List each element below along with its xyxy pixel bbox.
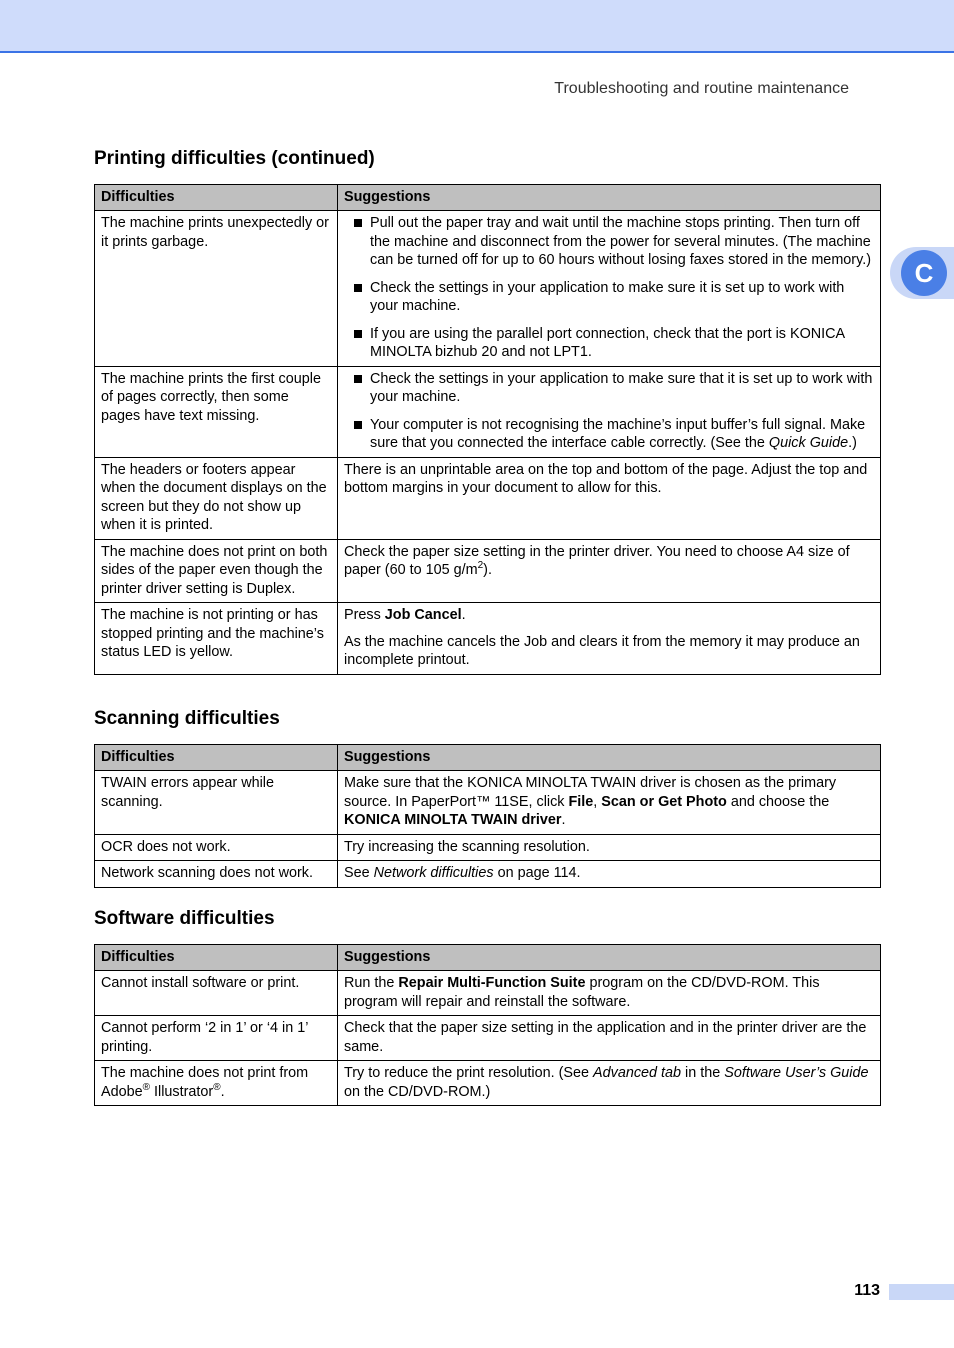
difficulty-text: .: [220, 1083, 225, 1100]
difficulty-cell: Network scanning does not work.: [95, 861, 338, 888]
advanced-tab-reference: Advanced tab: [593, 1065, 682, 1081]
table-row: [95, 861, 881, 888]
square-bullet-icon: [354, 421, 362, 429]
suggestion-text: Check the paper size setting in the printer driver. You need to choose A4 size of paper (60 to 105 g/m: [344, 543, 850, 578]
column-header-difficulties: Difficulties: [95, 945, 338, 971]
column-header-suggestions: Suggestions: [338, 745, 881, 771]
list-item-text: Check the settings in your application to make sure that it is set up to work with your machine.: [370, 370, 873, 405]
list-item: [344, 325, 874, 362]
table-header-row: [95, 185, 881, 211]
scan-or-get-photo-label: Scan or Get Photo: [601, 793, 727, 810]
suggestion-cell: [338, 211, 881, 367]
column-header-suggestions: Suggestions: [338, 945, 881, 971]
suggestion-cell: [338, 366, 881, 457]
difficulty-cell: The headers or footers appear when the document displays on the screen but they do not show up when it is printed.: [95, 457, 338, 539]
suggestion-text: Press: [344, 607, 385, 623]
suggestion-text: Make sure that the KONICA MINOLTA TWAIN driver is chosen as the primary source. In PaperPort™ 11SE, click: [344, 775, 837, 810]
table-row: [95, 971, 881, 1016]
square-bullet-icon: [354, 330, 362, 338]
suggestion-paragraph: As the machine cancels the Job and clears it from the memory it may produce an incomplete printout.: [344, 633, 860, 668]
registered-mark: ®: [213, 1081, 221, 1093]
header-band: [0, 0, 954, 53]
table-row: [95, 539, 881, 603]
suggestion-text: .: [561, 812, 566, 828]
suggestion-text: ).: [483, 562, 492, 578]
table-row: [95, 771, 881, 835]
file-menu-label: File: [568, 793, 594, 810]
suggestion-text: on page 114.: [493, 865, 581, 881]
difficulty-cell: The machine prints unexpectedly or it prints garbage.: [95, 211, 338, 367]
difficulty-cell: OCR does not work.: [95, 834, 338, 861]
difficulty-cell: TWAIN errors appear while scanning.: [95, 771, 338, 835]
suggestion-cell: [338, 1061, 881, 1106]
chapter-tab: [890, 247, 954, 299]
printing-section-title: Printing difficulties (continued): [94, 148, 375, 169]
difficulty-cell: The machine prints the first couple of pages correctly, then some pages have text missing.: [95, 366, 338, 457]
chapter-tab-letter: C: [901, 250, 947, 296]
list-item: [344, 370, 874, 407]
difficulty-cell: Cannot perform ‘2 in 1’ or ‘4 in 1’ printing.: [95, 1016, 338, 1061]
list-item-text: If you are using the parallel port connection, check that the port is KONICA MINOLTA bizhub 20 and not LPT1.: [370, 325, 845, 360]
suggestion-cell: Check that the paper size setting in the application and in the printer driver are the same.: [338, 1016, 881, 1061]
table-row: [95, 457, 881, 539]
suggestion-text: ,: [593, 793, 602, 810]
suggestion-text: Run the: [344, 975, 399, 991]
difficulty-cell: Cannot install software or print.: [95, 971, 338, 1016]
software-section-title: Software difficulties: [94, 908, 275, 929]
job-cancel-key-label: Job Cancel: [384, 607, 462, 623]
square-bullet-icon: [354, 284, 362, 292]
list-item-text: Pull out the paper tray and wait until the machine stops printing. Then turn off the machine and disconnect from the power for several minutes. (The machine can be turned off for up to 60 hours without losing faxes stored in the memory.): [370, 215, 872, 268]
suggestion-cell: [338, 971, 881, 1016]
table-header-row: [95, 945, 881, 971]
list-item-text: Check the settings in your application to make sure it is set up to work with your machine.: [370, 279, 845, 314]
quick-guide-reference: Quick Guide: [768, 435, 849, 451]
scanning-section-title: Scanning difficulties: [94, 708, 280, 729]
suggestion-cell: [338, 771, 881, 835]
suggestion-cell: [338, 861, 881, 888]
repair-suite-label: Repair Multi-Function Suite: [398, 975, 586, 991]
list-item: [344, 279, 874, 316]
table-row: [95, 211, 881, 367]
difficulty-cell: The machine does not print on both sides of the paper even though the printer driver setting is Duplex.: [95, 539, 338, 603]
column-header-difficulties: Difficulties: [95, 745, 338, 771]
software-users-guide-reference: Software User’s Guide: [724, 1065, 869, 1081]
registered-mark: ®: [142, 1081, 150, 1093]
list-item-text: Your computer is not recognising the machine’s input buffer’s full signal. Make sure that you connected the interface cable correctly. (See the: [370, 416, 866, 451]
superscript: 2: [477, 560, 484, 572]
page-number: 113: [854, 1282, 880, 1299]
table-row: [95, 366, 881, 457]
table-row: [95, 1016, 881, 1061]
suggestion-list: [344, 370, 874, 453]
column-header-suggestions: Suggestions: [338, 185, 881, 211]
twain-driver-label: KONICA MINOLTA TWAIN driver: [344, 812, 562, 828]
list-item-text: .): [848, 435, 857, 451]
column-header-difficulties: Difficulties: [95, 185, 338, 211]
table-header-row: [95, 745, 881, 771]
suggestion-paragraph: [344, 606, 874, 625]
suggestion-text: program on the CD/DVD-ROM. This program will repair and reinstall the software.: [344, 975, 820, 1010]
suggestion-text: Try to reduce the print resolution. (See: [344, 1065, 594, 1081]
suggestion-cell: There is an unprintable area on the top and bottom of the page. Adjust the top and bottom margins in your document to allow for this.: [338, 457, 881, 539]
difficulty-text: Illustrator: [150, 1083, 214, 1100]
table-row: [95, 834, 881, 861]
scanning-table: [94, 744, 881, 888]
running-head: Troubleshooting and routine maintenance: [554, 80, 849, 97]
suggestion-text: and choose the: [726, 793, 830, 810]
software-table: [94, 944, 881, 1106]
difficulty-cell: The machine is not printing or has stopped printing and the machine’s status LED is yellow.: [95, 603, 338, 675]
suggestion-cell: [338, 603, 881, 675]
list-item: [344, 214, 874, 270]
suggestion-text: See: [344, 865, 374, 881]
square-bullet-icon: [354, 375, 362, 383]
square-bullet-icon: [354, 219, 362, 227]
table-row: [95, 1061, 881, 1106]
difficulty-cell: [95, 1061, 338, 1106]
difficulty-text: The machine does not print from Adobe: [101, 1065, 309, 1100]
table-row: [95, 603, 881, 675]
list-item: [344, 416, 874, 453]
suggestion-text: on the CD/DVD-ROM.): [344, 1083, 491, 1100]
suggestion-cell: [338, 539, 881, 603]
suggestion-cell: Try increasing the scanning resolution.: [338, 834, 881, 861]
suggestion-text: .: [461, 607, 466, 623]
printing-table: [94, 184, 881, 675]
page-number-tab: [889, 1284, 954, 1300]
network-difficulties-link[interactable]: Network difficulties: [373, 865, 494, 881]
suggestion-list: [344, 214, 874, 362]
suggestion-text: in the: [681, 1065, 725, 1081]
